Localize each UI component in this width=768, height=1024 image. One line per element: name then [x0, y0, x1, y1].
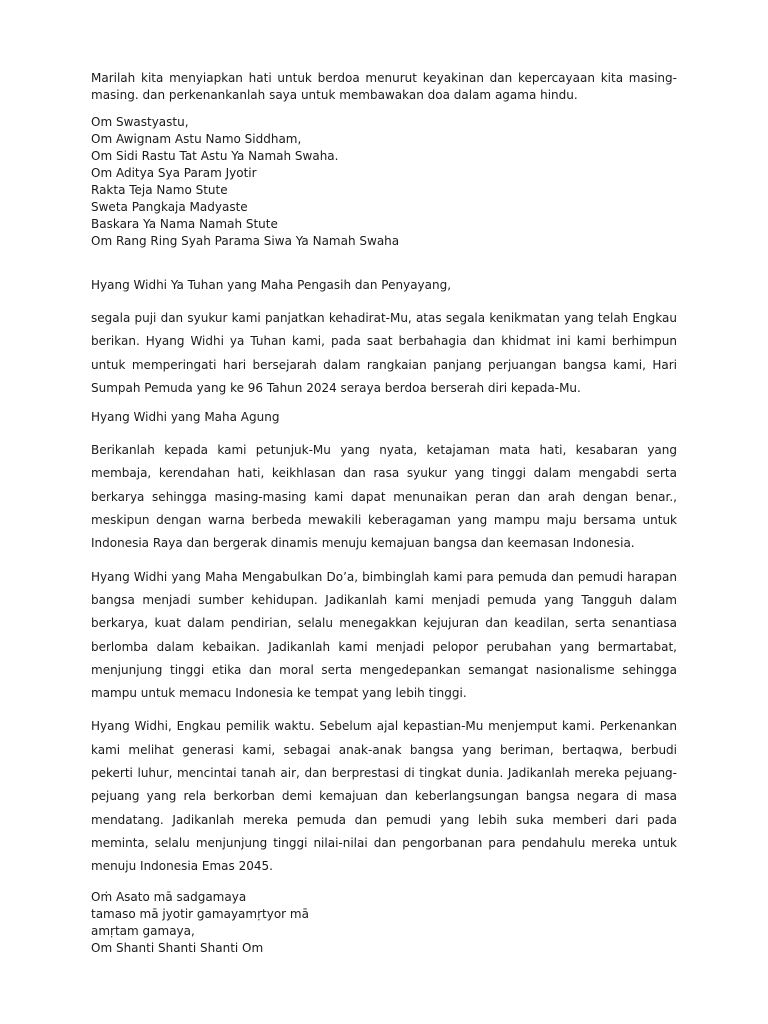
prayer-paragraph: Hyang Widhi yang Maha Mengabulkan Do’a, bimbinglah kami para pemuda dan pemudi harapan bangsa menjadi sumber kehidupan. Jadikanlah kami menjadi pemuda yang Tangguh dalam berkarya, kuat dalam pendirian, selalu menegakkan kejujuran dan keadilan, serta senantiasa berlomba dalam kebaikan. Jadikanlah kami menjadi pelopor perubahan yang bermartabat, menjunjung tinggi etika dan moral serta mengedepankan semangat nasionalisme sehingga mampu untuk memacu Indonesia ke tempat yang lebih tinggi. [91, 569, 677, 701]
mantra-line: Om Swastyastu, [91, 115, 189, 129]
mantra-line: Om Rang Ring Syah Parama Siwa Ya Namah Swaha [91, 234, 400, 248]
address-heading: Hyang Widhi Ya Tuhan yang Maha Pengasih dan Penyayang, [91, 278, 452, 292]
prayer-paragraph: Berikanlah kepada kami petunjuk-Mu yang nyata, ketajaman mata hati, kesabaran yang membaja, kerendahan hati, keikhlasan dan rasa syukur yang tinggi dalam mengabdi serta berkarya sehingga masing-masing kami dapat menunaikan peran dan arah dengan benar., meskipun dengan warna berbeda mewakili keberagaman yang mampu maju bersama untuk Indonesia Raya dan bergerak dinamis menuju kemajuan bangsa dan keemasan Indonesia. [91, 443, 677, 551]
prayer-paragraph: Hyang Widhi, Engkau pemilik waktu. Sebelum ajal kepastian-Mu menjemput kami. Perkenankan kami melihat generasi kami, sebagai anak-anak bangsa yang beriman, bertaqwa, berbudi pekerti luhur, mencintai tanah air, dan berprestasi di tingkat dunia. Jadikanlah mereka pejuang-pejuang yang rela berkorban demi kemajuan dan keberlangsungan bangsa negara di masa mendatang. Jadikanlah mereka pemuda dan pemudi yang lebih suka memberi dari pada meminta, selalu menjunjung tinggi nilai-nilai dan pengorbanan para pendahulu mereka untuk menuju Indonesia Emas 2045. [91, 719, 677, 874]
mantra-line: Om Awignam Astu Namo Siddham, [91, 132, 302, 146]
mantra-line: Oṁ Asato mā sadgamaya [91, 889, 247, 904]
intro-paragraph: Marilah kita menyiapkan hati untuk berdoa menurut keyakinan dan kepercayaan kita masing-masing. dan perkenankanlah saya untuk membawakan doa dalam agama hindu. [91, 71, 677, 102]
mantra-line: amṛtam gamaya, [91, 923, 195, 938]
mantra-line: Rakta Teja Namo Stute [91, 183, 228, 197]
closing-mantra [91, 889, 677, 957]
address-heading: Hyang Widhi yang Maha Agung [91, 410, 280, 425]
mantra-line: Om Sidi Rastu Tat Astu Ya Namah Swaha. [91, 149, 339, 163]
prayer-paragraph: segala puji dan syukur kami panjatkan kehadirat-Mu, atas segala kenikmatan yang telah Engkau berikan. Hyang Widhi ya Tuhan kami, pada saat berbahagia dan khidmat ini kami berhimpun untuk memperingati hari bersejarah dalam rangkaian panjang perjuangan bangsa kami, Hari Sumpah Pemuda yang ke 96 Tahun 2024 seraya berdoa berserah diri kepada-Mu. [91, 311, 677, 395]
mantra-line: Om Aditya Sya Param Jyotir [91, 166, 257, 180]
mantra-line: Baskara Ya Nama Namah Stute [91, 217, 278, 231]
mantra-line: Om Shanti Shanti Shanti Om [91, 940, 264, 955]
opening-mantra [91, 114, 677, 250]
mantra-line: Sweta Pangkaja Madyaste [91, 200, 248, 214]
mantra-line: tamaso mā jyotir gamayamṛtyor mā [91, 906, 309, 921]
